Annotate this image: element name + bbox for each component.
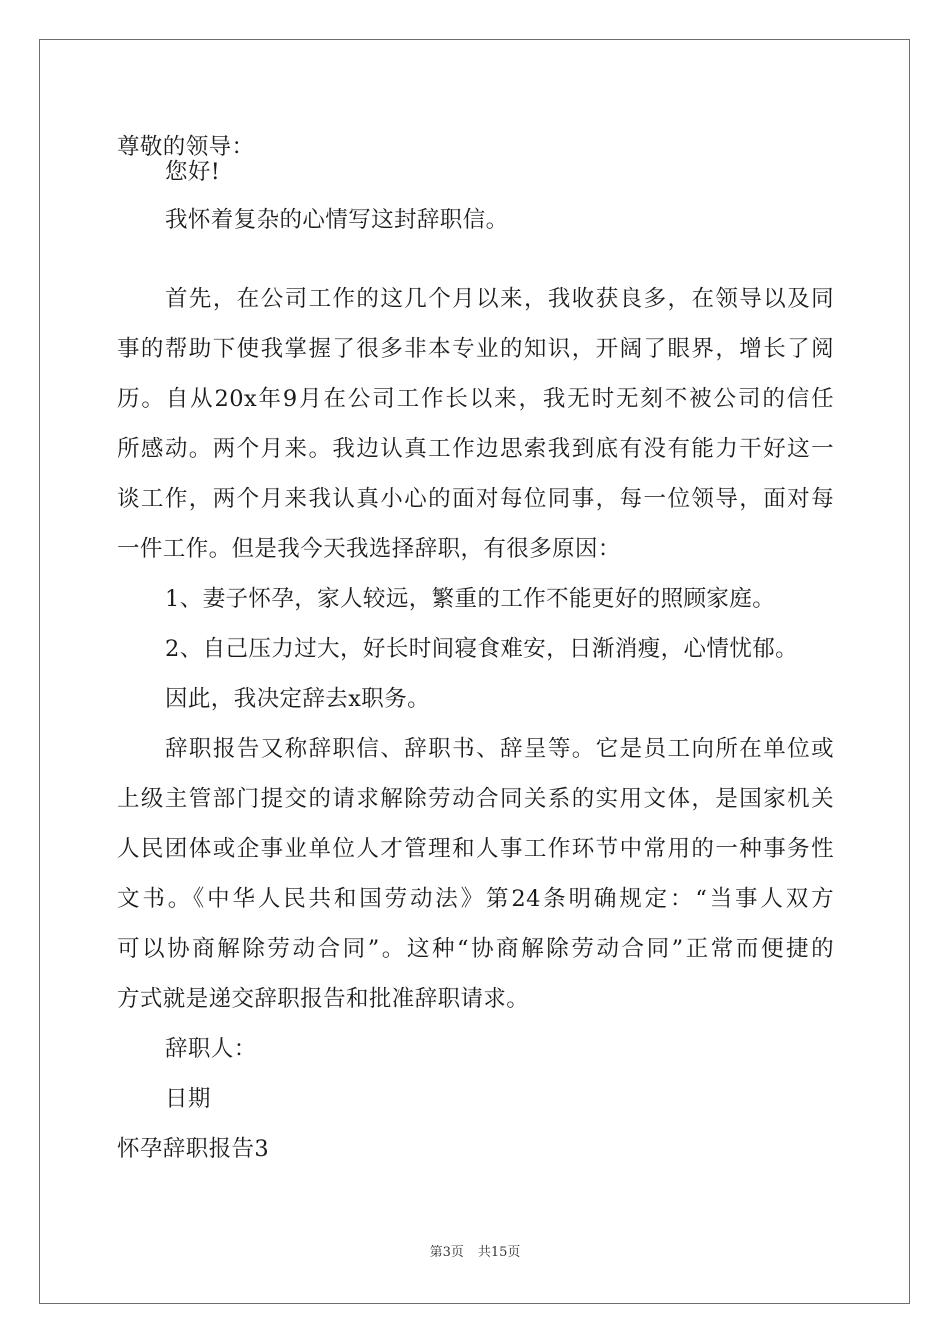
date-label: 日期 xyxy=(165,1086,211,1112)
reason-1: 1、妻子怀孕，家人较远，繁重的工作不能更好的照顾家庭。 xyxy=(165,586,776,612)
body-line-1: 首先，在公司工作的这几个月以来，我收获良多，在领导以及同 xyxy=(165,286,834,312)
explanation-line-5: 可以协商解除劳动合同”。这种“协商解除劳动合同”正常而便捷的 xyxy=(117,936,834,962)
opening-sentence: 我怀着复杂的心情写这封辞职信。 xyxy=(165,207,509,233)
explanation-line-3: 人民团体或企事业单位人才管理和人事工作环节中常用的一种事务性 xyxy=(117,836,834,862)
explanation-line-6: 方式就是递交辞职报告和批准辞职请求。 xyxy=(117,986,530,1012)
explanation-line-1: 辞职报告又称辞职信、辞职书、辞呈等。它是员工向所在单位或 xyxy=(165,736,834,762)
salutation: 尊敬的领导： xyxy=(117,134,255,160)
body-line-5: 谈工作，两个月来我认真小心的面对每位同事，每一位领导，面对每 xyxy=(117,486,834,512)
explanation-line-4: 文书。《中华人民共和国劳动法》第24条明确规定：“当事人双方 xyxy=(117,886,834,912)
greeting: 您好! xyxy=(165,159,221,185)
body-line-2: 事的帮助下使我掌握了很多非本专业的知识，开阔了眼界，增长了阅 xyxy=(117,336,834,362)
conclusion: 因此，我决定辞去x职务。 xyxy=(165,686,430,712)
reason-2: 2、自己压力过大，好长时间寝食难安，日渐消瘦，心情忧郁。 xyxy=(165,636,799,662)
total-pages: 共15页 xyxy=(477,1245,521,1260)
current-page: 第3页 xyxy=(429,1245,464,1260)
signature-label: 辞职人： xyxy=(165,1036,257,1062)
body-line-6: 一件工作。但是我今天我选择辞职，有很多原因： xyxy=(117,536,621,562)
body-line-4: 所感动。两个月来。我边认真工作边思索我到底有没有能力干好这一 xyxy=(117,436,834,462)
next-section-heading: 怀孕辞职报告3 xyxy=(117,1136,270,1162)
explanation-line-2: 上级主管部门提交的请求解除劳动合同关系的实用文体，是国家机关 xyxy=(117,786,834,812)
body-line-3: 历。自从20x年9月在公司工作长以来，我无时无刻不被公司的信任 xyxy=(117,386,834,412)
page-footer xyxy=(0,1245,950,1261)
